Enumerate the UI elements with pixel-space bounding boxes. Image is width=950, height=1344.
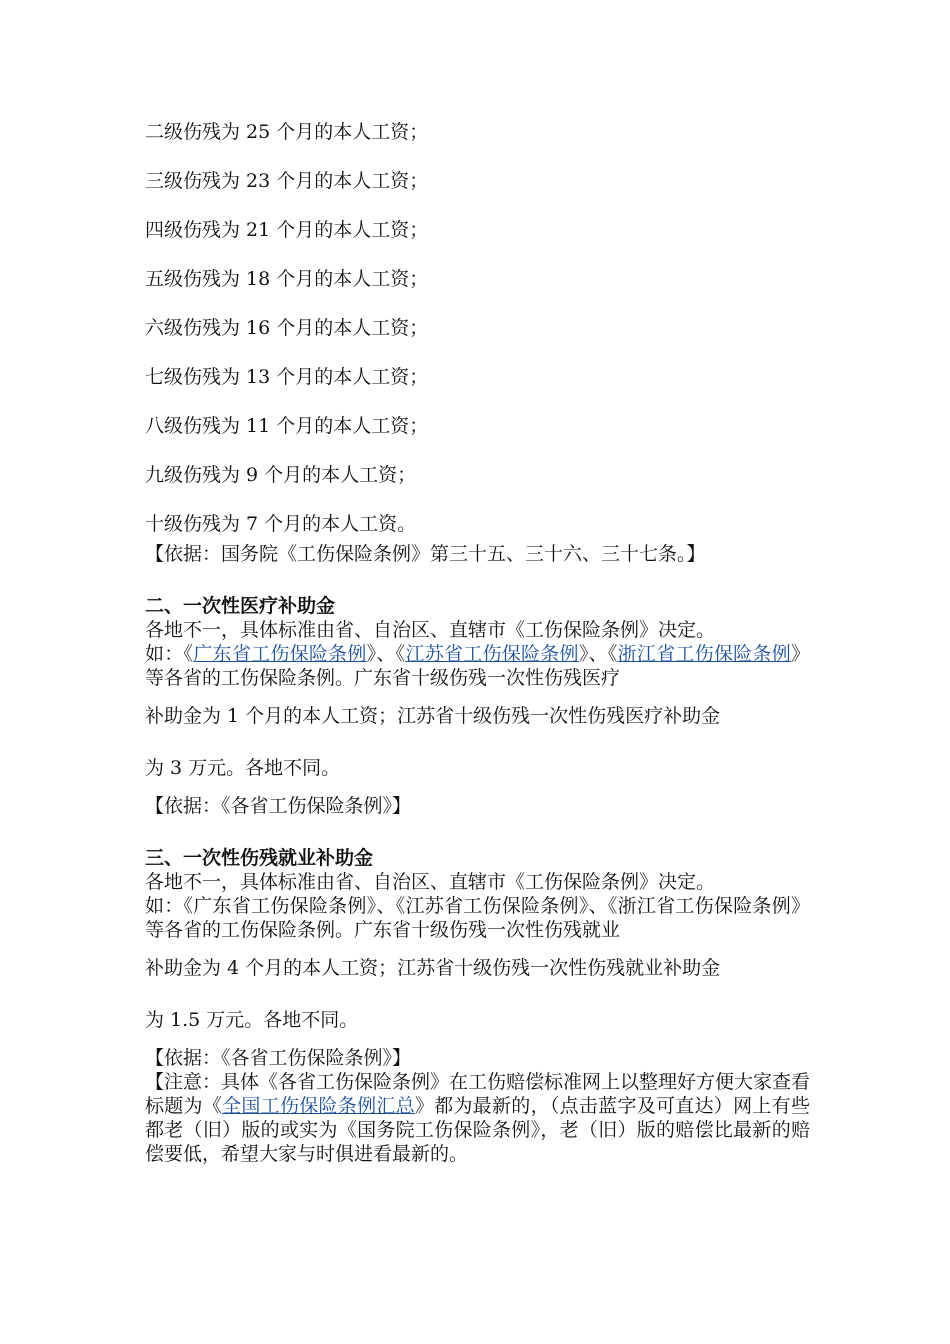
note-text-part1: 【注意：具体《各省工伤保险条例》在工伤赔偿标准网上以整理好方便大家查看标题为《 <box>145 1071 811 1117</box>
grade-line-9: 九级伤残为 9 个月的本人工资； <box>145 464 417 486</box>
text-suffix: 》等各省的工伤保险条例。广东省十级伤残一次性伤残医疗 <box>145 643 810 689</box>
section-employment-subsidy <box>145 846 810 1070</box>
grade-line-5: 五级伤残为 18 个月的本人工资； <box>145 268 429 290</box>
section-medical-line3: 补助金为 1 个月的本人工资；江苏省十级伤残一次性伤残医疗补助金 <box>145 705 721 727</box>
link-national-regulation-summary[interactable]: 全国工伤保险条例汇总 <box>222 1095 415 1117</box>
grade-line-2: 二级伤残为 25 个月的本人工资； <box>145 121 429 143</box>
section-employment-line1: 各地不一，具体标准由省、自治区、直辖市《工伤保险条例》决定。 <box>145 871 716 893</box>
section-medical-line4: 为 3 万元。各地不同。 <box>145 757 341 779</box>
section-employment-line3: 补助金为 4 个月的本人工资；江苏省十级伤残一次性伤残就业补助金 <box>145 957 721 979</box>
basis-provincial-medical: 【依据：《各省工伤保险条例》】 <box>145 795 412 817</box>
text-separator: 》、《 <box>578 643 618 665</box>
section-employment-line4: 为 1.5 万元。各地不同。 <box>145 1009 359 1031</box>
grade-line-10: 十级伤残为 7 个月的本人工资。 <box>145 513 417 535</box>
text-prefix: 如：《 <box>145 643 194 665</box>
grade-line-7: 七级伤残为 13 个月的本人工资； <box>145 366 429 388</box>
grade-line-6: 六级伤残为 16 个月的本人工资； <box>145 317 429 339</box>
note-paragraph <box>145 1070 810 1166</box>
basis-provincial-employment: 【依据：《各省工伤保险条例》】 <box>145 1047 412 1069</box>
section-employment-line2: 如：《广东省工伤保险条例》、《江苏省工伤保险条例》、《浙江省工伤保险条例》等各省的工伤保险条例。广东省十级伤残一次性伤残就业 <box>145 895 810 941</box>
section-medical-line1: 各地不一，具体标准由省、自治区、直辖市《工伤保险条例》决定。 <box>145 619 716 641</box>
note-text-part2: 》都为最新的，（点击蓝字及可直达）网上有些都老（旧）版的或实为《国务院工伤保险条例》，老（旧）版的赔偿比最新的赔偿要低，希望大家与时俱进看最新的。 <box>145 1095 810 1165</box>
link-guangdong-regulation[interactable]: 广东省工伤保险条例 <box>193 643 367 665</box>
link-zhejiang-regulation[interactable]: 浙江省工伤保险条例 <box>617 643 791 665</box>
section-heading-employment: 三、一次性伤残就业补助金 <box>145 847 374 869</box>
link-jiangsu-regulation[interactable]: 江苏省工伤保险条例 <box>405 643 579 665</box>
grade-line-8: 八级伤残为 11 个月的本人工资； <box>145 415 429 437</box>
section-medical-subsidy <box>145 594 810 818</box>
grade-line-4: 四级伤残为 21 个月的本人工资； <box>145 219 429 241</box>
text-separator: 》、《 <box>366 643 406 665</box>
document-page <box>145 120 810 1166</box>
basis-state-council: 【依据：国务院《工伤保险条例》第三十五、三十六、三十七条。】 <box>145 543 706 565</box>
grade-list <box>145 120 810 536</box>
grade-line-3: 三级伤残为 23 个月的本人工资； <box>145 170 429 192</box>
section-medical-line2 <box>145 642 810 690</box>
section-heading-medical: 二、一次性医疗补助金 <box>145 595 336 617</box>
